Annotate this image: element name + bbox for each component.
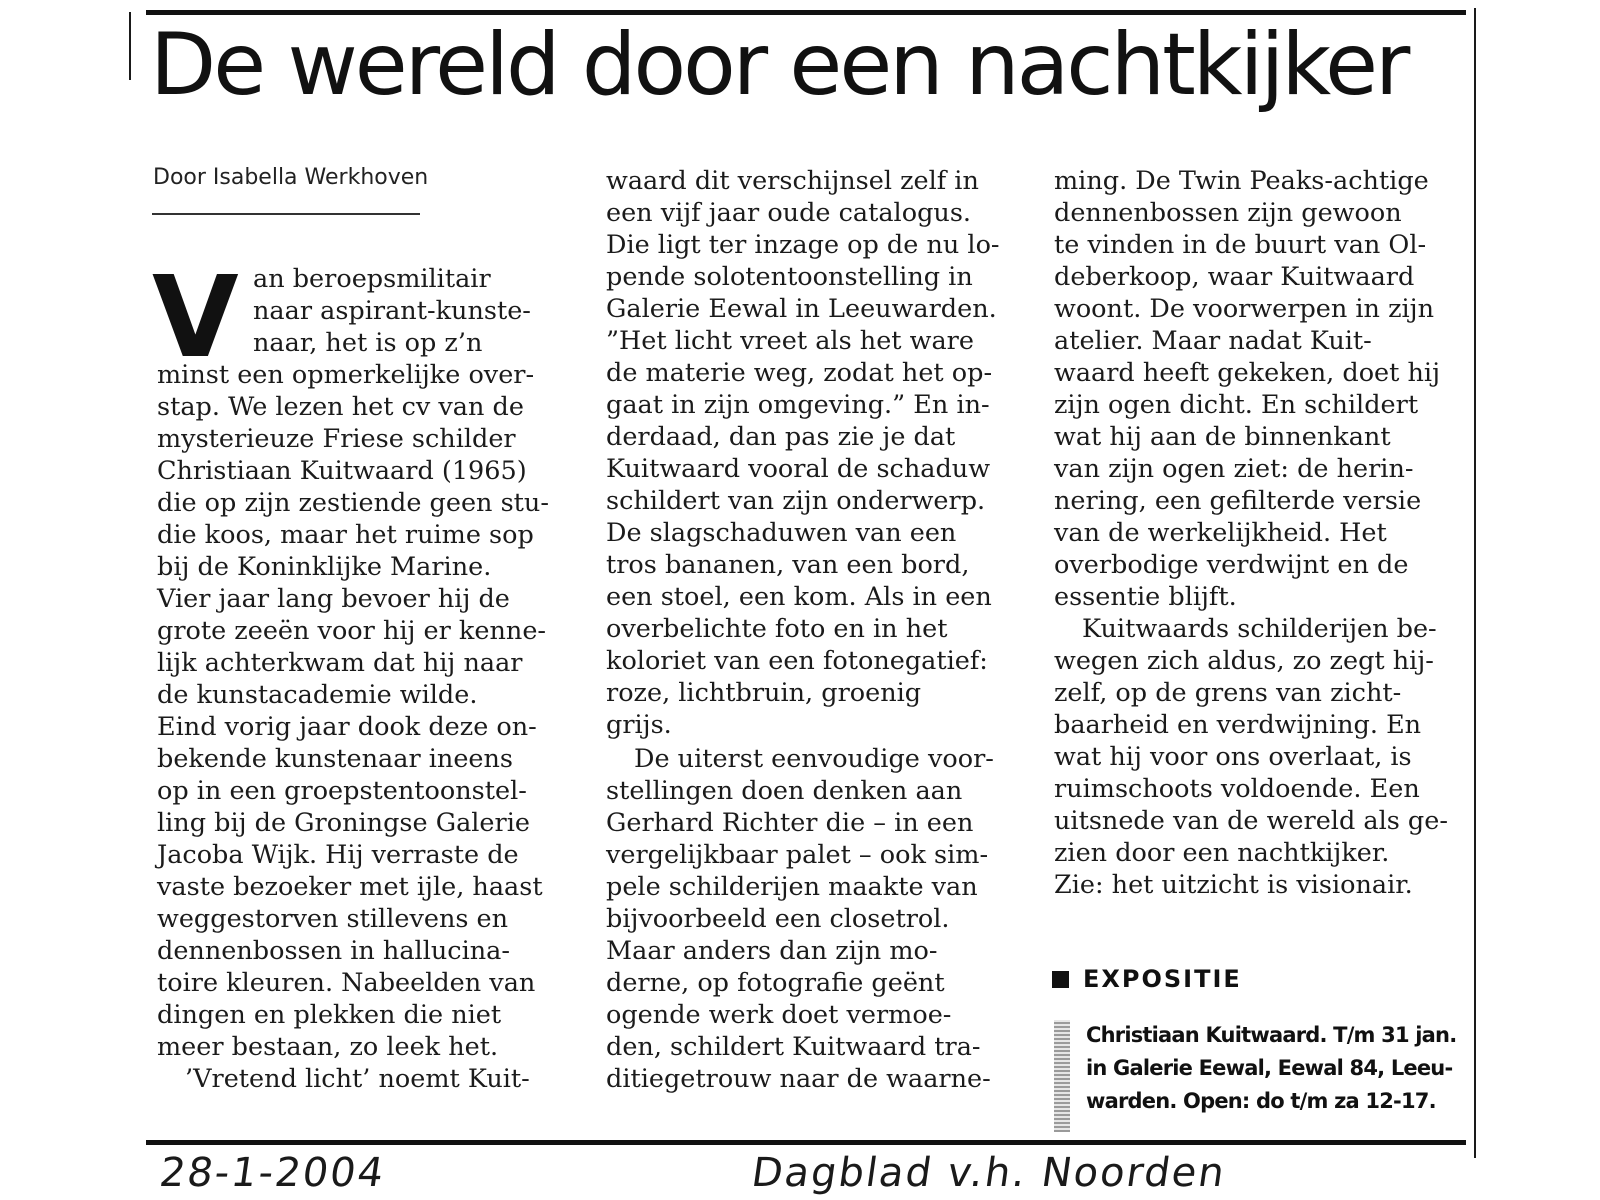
- article-text-line: bijvoorbeeld een closetrol.: [606, 904, 950, 934]
- article-text-line: Eind vorig jaar dook deze on-: [157, 712, 537, 742]
- handwritten-source: Dagblad v.h. Noorden: [748, 1150, 1230, 1196]
- article-text-line: dennenbossen zijn gewoon: [1054, 198, 1402, 228]
- article-text-line: uitsnede van de wereld als ge-: [1054, 806, 1448, 836]
- article-text-line: een vijf jaar oude catalogus.: [606, 198, 972, 228]
- article-text-line: overbodige verdwijnt en de: [1054, 550, 1409, 580]
- article-text-line: nering, een gefilterde versie: [1054, 486, 1422, 516]
- article-text-line: wegen zich aldus, zo zegt hij-: [1054, 646, 1434, 676]
- article-text-line: zien door een nachtkijker.: [1054, 838, 1390, 868]
- article-text-line: toire kleuren. Nabeelden van: [157, 968, 536, 998]
- handwritten-date: 28-1-2004: [156, 1150, 389, 1196]
- article-text-line: weggestorven stillevens en: [157, 904, 509, 934]
- article-text-line: vergelijkbaar palet – ook sim-: [606, 840, 989, 870]
- article-text-line: pende solotentoonstelling in: [606, 262, 973, 292]
- article-text-line: van de werkelijkheid. Het: [1054, 518, 1387, 548]
- article-text-line: stellingen doen denken aan: [606, 776, 963, 806]
- exhibition-info-line: warden. Open: do t/m za 12-17.: [1086, 1089, 1436, 1113]
- article-text-line: bij de Koninklijke Marine.: [157, 552, 492, 582]
- article-text-line: zelf, op de grens van zicht-: [1054, 678, 1402, 708]
- article-text-line: dennenbossen in hallucina-: [157, 936, 510, 966]
- exhibition-info-line: in Galerie Eewal, Eewal 84, Leeu-: [1086, 1056, 1453, 1080]
- article-text-line: essentie blijft.: [1054, 582, 1237, 612]
- article-text-line: mysterieuze Friese schilder: [157, 424, 516, 454]
- article-text-line: dingen en plekken die niet: [157, 1000, 502, 1030]
- section-heading: [1052, 965, 1242, 993]
- article-text-line: den, schildert Kuitwaard tra-: [606, 1032, 981, 1062]
- article-text-line: derne, op fotografie geënt: [606, 968, 945, 998]
- article-text-line: De uiterst eenvoudige voor-: [634, 744, 994, 774]
- headline: De wereld door een nachtkijker: [150, 15, 1408, 115]
- article-text-line: schildert van zijn onderwerp.: [606, 486, 986, 516]
- article-text-line: stap. We lezen het cv van de: [157, 392, 524, 422]
- article-text-line: naar, het is op z’n: [253, 328, 483, 358]
- article-text-line: op in een groepstentoonstel-: [157, 776, 527, 806]
- article-text-line: zijn ogen dicht. En schildert: [1054, 390, 1419, 420]
- article-text-line: roze, lichtbruin, groenig: [606, 678, 922, 708]
- article-text-line: koloriet van een fotonegatief:: [606, 646, 988, 676]
- article-text-line: Vier jaar lang bevoer hij de: [157, 584, 510, 614]
- article-text-line: de kunstacademie wilde.: [157, 680, 478, 710]
- article-text-line: ling bij de Groningse Galerie: [157, 808, 530, 838]
- article-text-line: naar aspirant-kunste-: [253, 296, 531, 326]
- article-text-line: deberkoop, waar Kuitwaard: [1054, 262, 1415, 292]
- article-text-line: te vinden in de buurt van Ol-: [1054, 230, 1427, 260]
- scan-left-edge: [129, 12, 131, 80]
- article-text-line: baarheid en verdwijning. En: [1054, 710, 1422, 740]
- article-text-line: ’Vretend licht’ noemt Kuit-: [185, 1064, 530, 1094]
- article-text-line: De slagschaduwen van een: [606, 518, 957, 548]
- square-bullet-icon: [1052, 971, 1069, 988]
- article-text-line: Maar anders dan zijn mo-: [606, 936, 938, 966]
- article-text-line: Galerie Eewal in Leeuwarden.: [606, 294, 997, 324]
- article-text-line: die koos, maar het ruime sop: [157, 520, 534, 550]
- article-text-line: ming. De Twin Peaks-achtige: [1054, 166, 1429, 196]
- article-text-line: grote zeeën voor hij er kenne-: [157, 616, 547, 646]
- article-text-line: woont. De voorwerpen in zijn: [1054, 294, 1435, 324]
- article-text-line: Zie: het uitzicht is visionair.: [1054, 870, 1413, 900]
- article-text-line: Gerhard Richter die – in een: [606, 808, 974, 838]
- article-text-line: lijk achterkwam dat hij naar: [157, 648, 523, 678]
- article-text-line: ruimschoots voldoende. Een: [1054, 774, 1420, 804]
- article-text-line: ”Het licht vreet als het ware: [606, 326, 974, 356]
- article-text-line: waard heeft gekeken, doet hij: [1054, 358, 1440, 388]
- byline-rule: [152, 213, 420, 215]
- article-text-line: Kuitwaards schilderijen be-: [1082, 614, 1437, 644]
- article-text-line: pele schilderijen maakte van: [606, 872, 978, 902]
- article-text-line: ogende werk doet vermoe-: [606, 1000, 952, 1030]
- article-text-line: grijs.: [606, 710, 672, 740]
- article-text-line: die op zijn zestiende geen stu-: [157, 488, 549, 518]
- exhibition-info-line: Christiaan Kuitwaard. T/m 31 jan.: [1086, 1023, 1457, 1047]
- section-heading-label: EXPOSITIE: [1083, 965, 1242, 993]
- article-text-line: Jacoba Wijk. Hij verraste de: [157, 840, 519, 870]
- article-text-line: van zijn ogen ziet: de herin-: [1054, 454, 1414, 484]
- article-text-line: minst een opmerkelijke over-: [157, 360, 535, 390]
- drop-cap: V: [152, 253, 239, 383]
- info-box-bar: [1054, 1020, 1070, 1132]
- scan-right-edge: [1474, 8, 1476, 1158]
- article-text-line: meer bestaan, zo leek het.: [157, 1032, 499, 1062]
- article-text-line: atelier. Maar nadat Kuit-: [1054, 326, 1372, 356]
- article-text-line: waard dit verschijnsel zelf in: [606, 166, 979, 196]
- article-text-line: Kuitwaard vooral de schaduw: [606, 454, 991, 484]
- article-text-line: an beroepsmilitair: [253, 264, 491, 294]
- article-text-line: Christiaan Kuitwaard (1965): [157, 456, 527, 486]
- byline: Door Isabella Werkhoven: [153, 165, 429, 190]
- article-text-line: vaste bezoeker met ijle, haast: [157, 872, 543, 902]
- article-text-line: overbelichte foto en in het: [606, 614, 948, 644]
- article-text-line: een stoel, een kom. Als in een: [606, 582, 992, 612]
- article-text-line: wat hij voor ons overlaat, is: [1054, 742, 1412, 772]
- article-text-line: derdaad, dan pas zie je dat: [606, 422, 956, 452]
- article-text-line: de materie weg, zodat het op-: [606, 358, 993, 388]
- article-text-line: ditiegetrouw naar de waarne-: [606, 1064, 991, 1094]
- article-text-line: tros bananen, van een bord,: [606, 550, 970, 580]
- article-text-line: bekende kunstenaar ineens: [157, 744, 514, 774]
- article-text-line: Die ligt ter inzage op de nu lo-: [606, 230, 1000, 260]
- article-text-line: wat hij aan de binnenkant: [1054, 422, 1391, 452]
- bottom-rule: [146, 1140, 1466, 1145]
- article-text-line: gaat in zijn omgeving.” En in-: [606, 390, 990, 420]
